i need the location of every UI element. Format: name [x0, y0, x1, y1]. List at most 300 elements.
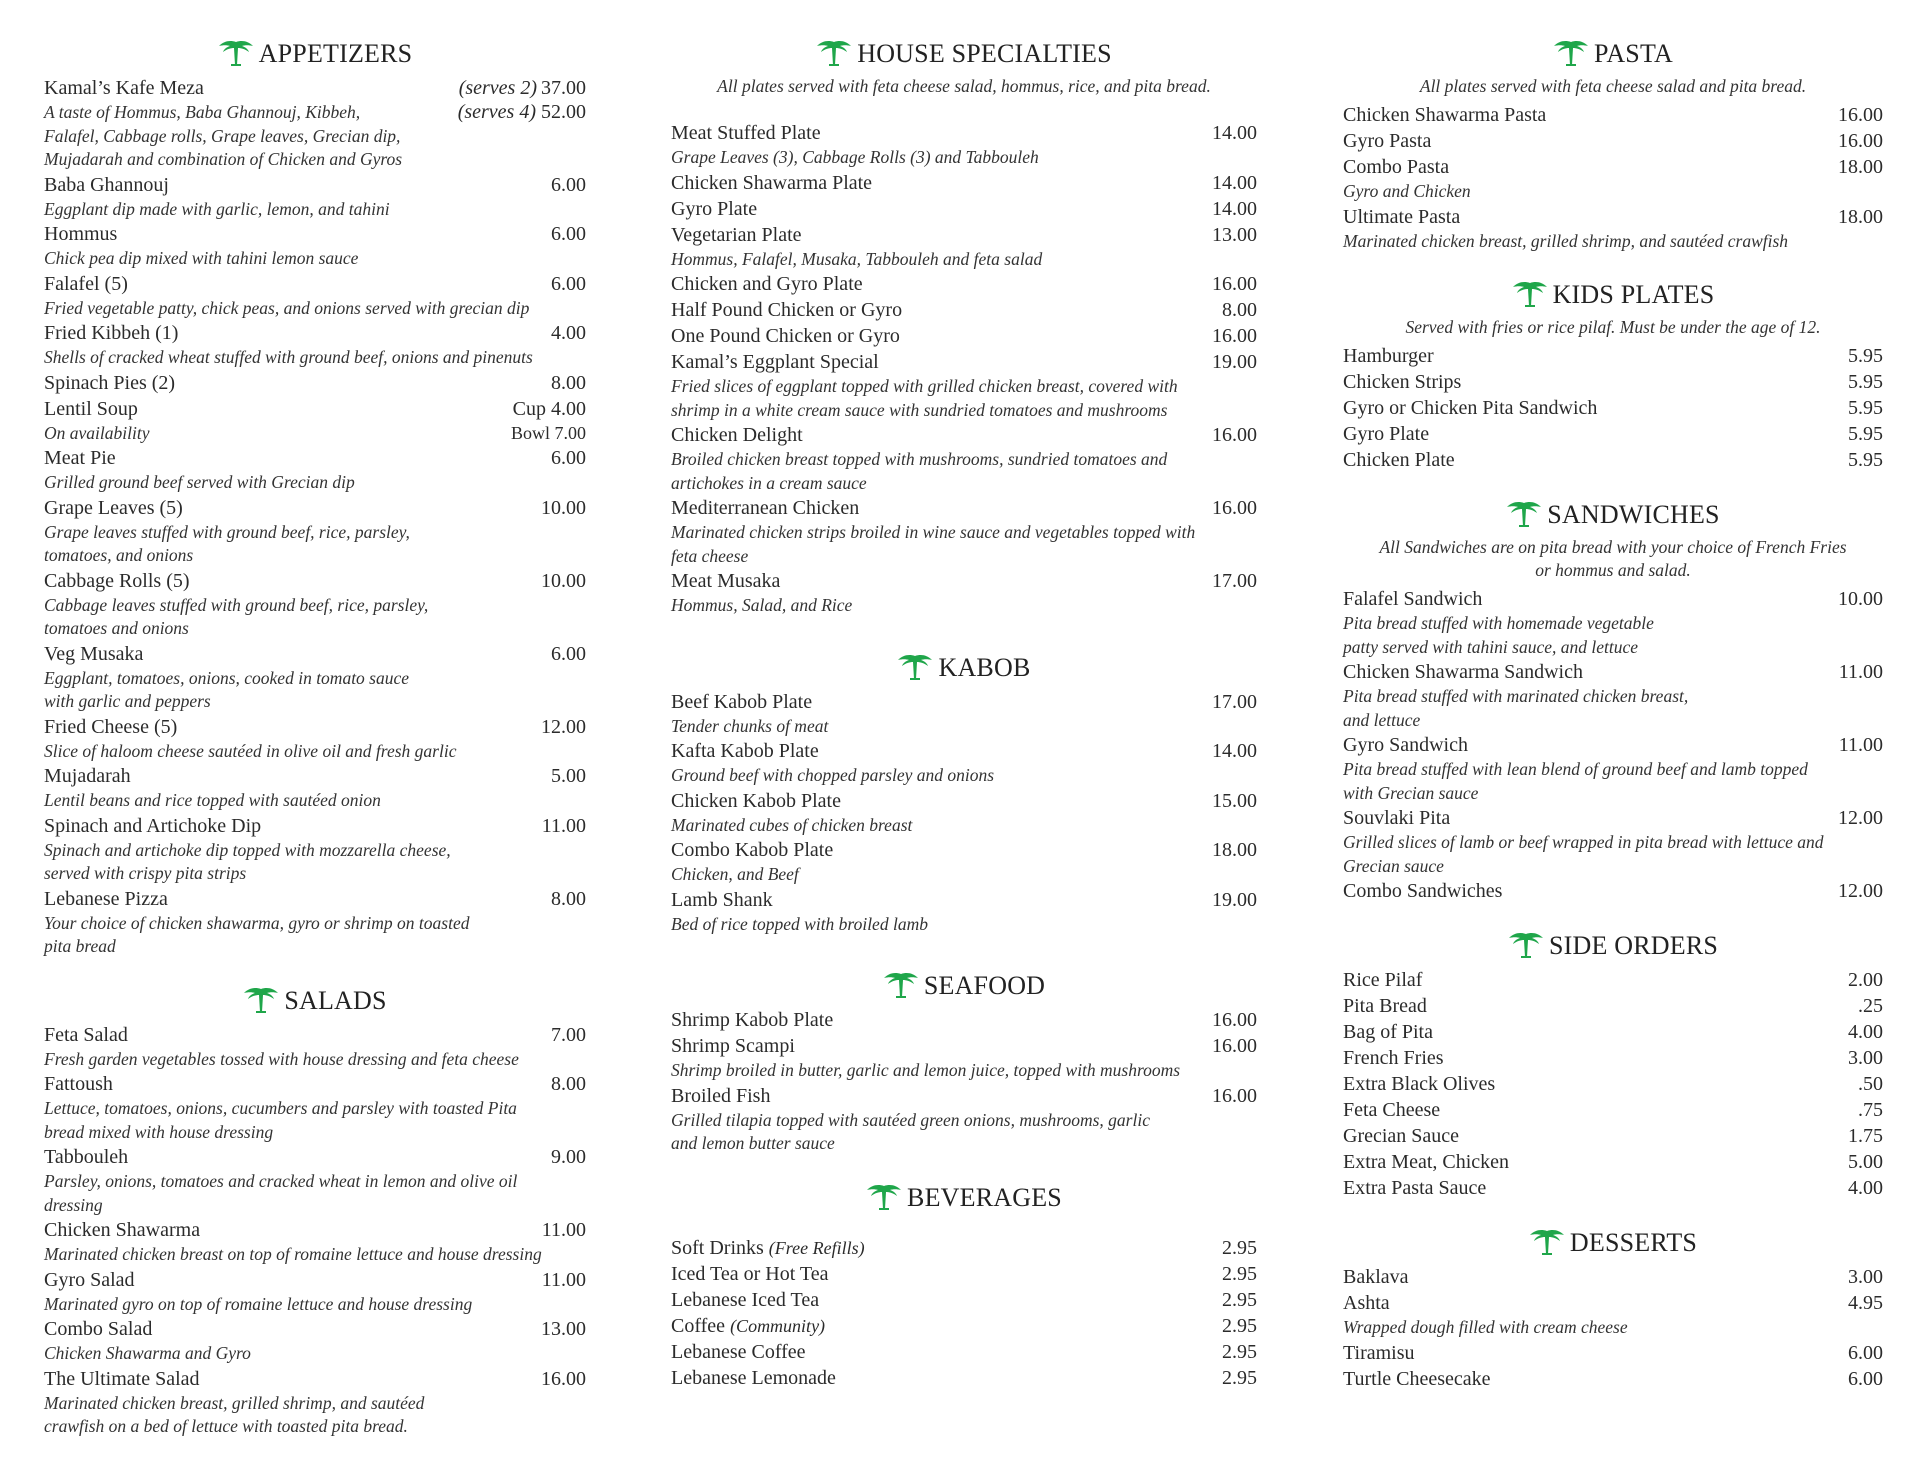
item-price-value: 17.00: [1212, 690, 1257, 713]
menu-item-fattoush: [44, 1071, 586, 1144]
menu-item-row: [44, 75, 586, 101]
menu-item-gyro-plate: [1343, 421, 1883, 447]
item-price-value: 12.00: [541, 715, 586, 738]
item-name: [671, 887, 773, 913]
item-name-text: Kafta Kabob Plate: [671, 740, 819, 762]
section-heading: [1343, 38, 1883, 69]
section-subtitle: All plates served with feta cheese salad, hommus, rice, and pita bread.: [717, 76, 1211, 96]
item-name: [671, 422, 803, 448]
item-description: Marinated chicken breast on top of romaine lettuce and house dressing: [44, 1244, 542, 1264]
menu-section-side-orders: [1343, 930, 1883, 1201]
menu-item-row: [44, 886, 586, 912]
item-price: [1212, 689, 1257, 715]
item-name-text: Feta Cheese: [1343, 1099, 1441, 1121]
palm-tree-icon: [897, 654, 938, 681]
subtitle-line: All Sandwiches are on pita bread with your choice of French Fries: [1379, 537, 1847, 557]
item-description: Fried vegetable patty, chick peas, and onions served with grecian dip: [44, 297, 530, 318]
menu-item-the-ultimate-salad: [44, 1366, 586, 1439]
item-price-value: 6.00: [551, 272, 586, 295]
menu-item-row: [1343, 154, 1883, 180]
item-name-text: Baklava: [1343, 1266, 1409, 1288]
item-price-value: 2.00: [1848, 969, 1883, 991]
section-title: APPETIZERS: [258, 39, 413, 68]
item-price: [1848, 1019, 1883, 1045]
item-price-value: 2.95: [1222, 1236, 1257, 1259]
item-price-value: 2.95: [1222, 1366, 1257, 1389]
item-name: [1343, 586, 1482, 612]
item-name: [671, 196, 757, 222]
item-name: [1343, 1071, 1495, 1097]
section-heading: [1343, 499, 1883, 530]
section-title: SEAFOOD: [923, 971, 1046, 1000]
item-name: [44, 271, 128, 297]
item-price-value: 2.95: [1222, 1340, 1257, 1363]
item-name-text: Souvlaki Pita: [1343, 807, 1451, 829]
item-description: Marinated chicken breast, grilled shrimp, and sautéed crawfish: [1343, 230, 1789, 251]
menu-item-row: [1343, 421, 1883, 447]
menu-item-row: [671, 196, 1257, 222]
menu-item-ultimate-pasta: [1343, 204, 1883, 254]
item-price-value: 5.95: [1848, 345, 1883, 367]
item-description: Spinach and artichoke dip topped with mozzarella cheese,: [44, 839, 451, 860]
item-name: [1343, 1149, 1509, 1175]
item-price-value: 18.00: [1838, 205, 1883, 228]
menu-item-row: [1343, 805, 1883, 831]
menu-item-row: [671, 323, 1257, 349]
item-name: [44, 1022, 128, 1048]
item-name: [44, 320, 178, 346]
item-price-value: 10.00: [1838, 588, 1883, 610]
item-name-text: Combo Salad: [44, 1318, 153, 1340]
menu-item-row: [1343, 1175, 1883, 1201]
menu-item-row: [44, 445, 586, 471]
menu-section-beverages: [671, 1182, 1257, 1391]
menu-item-row: [1343, 586, 1883, 612]
item-name: [1343, 732, 1468, 758]
menu-item-lamb-shank: [671, 887, 1257, 937]
item-description: Grilled tilapia topped with sautéed green onions, mushrooms, garlic: [671, 1109, 1150, 1130]
menu-item-half-pound-chicken-or-gyro: [671, 297, 1257, 323]
menu-item-lebanese-iced-tea: [671, 1287, 1257, 1313]
item-price-value: .75: [1858, 1099, 1883, 1121]
item-price-value: 10.00: [541, 569, 586, 592]
item-name: [44, 1071, 113, 1097]
menu-item-row: [1343, 659, 1883, 685]
item-price-value: 6.00: [551, 642, 586, 665]
item-name-text: Hamburger: [1343, 345, 1434, 367]
item-description: feta cheese: [671, 545, 749, 566]
palm-tree-icon: [866, 1184, 907, 1211]
item-name-text: Bag of Pita: [1343, 1021, 1433, 1043]
menu-item-chicken-and-gyro-plate: [671, 271, 1257, 297]
item-price-value: .25: [1858, 995, 1883, 1017]
item-price: [1838, 204, 1883, 230]
item-name-text: Pita Bread: [1343, 995, 1427, 1017]
item-description: Eggplant dip made with garlic, lemon, and tahini: [44, 198, 390, 219]
item-price-value: 8.00: [551, 371, 586, 394]
item-description: On availability: [44, 422, 150, 443]
section-heading: [44, 985, 586, 1016]
menu-item-row: [671, 495, 1257, 521]
menu-item-pita-bread: [1343, 993, 1883, 1019]
item-description: shrimp in a white cream sauce with sundried tomatoes and mushrooms: [671, 399, 1168, 420]
item-price-value: 12.00: [1838, 807, 1883, 829]
item-name: [671, 222, 802, 248]
menu-section-seafood: [671, 970, 1257, 1156]
menu-item-row: [1343, 395, 1883, 421]
item-description: Marinated gyro on top of romaine lettuce and house dressing: [44, 1293, 473, 1314]
section-title: SIDE ORDERS: [1548, 931, 1719, 960]
item-price: [1212, 422, 1257, 448]
menu-item-row: [671, 568, 1257, 594]
item-name: [671, 297, 902, 323]
item-description: Grecian sauce: [1343, 855, 1444, 876]
menu-item-chicken-kabob-plate: [671, 788, 1257, 838]
item-name: [44, 714, 177, 740]
item-name: [671, 170, 872, 196]
item-price: [542, 1267, 586, 1293]
menu-item-gyro-salad: [44, 1267, 586, 1317]
item-description: Mujadarah and combination of Chicken and Gyros: [44, 149, 403, 169]
item-description: Lentil beans and rice topped with sautéed onion: [44, 790, 381, 810]
menu-item-row: [44, 714, 586, 740]
item-price-value: 2.95: [1222, 1288, 1257, 1311]
item-name: [671, 271, 863, 297]
item-price: [1212, 568, 1257, 594]
item-name-text: Chicken Kabob Plate: [671, 789, 841, 812]
item-name-text: Gyro Plate: [1343, 423, 1430, 445]
item-price-value: 18.00: [1838, 156, 1883, 178]
item-name-text: Broiled Fish: [671, 1084, 771, 1107]
item-price: [1222, 1287, 1257, 1313]
item-name-text: Chicken Plate: [1343, 449, 1455, 471]
item-price: [1838, 102, 1883, 128]
menu-item-row: [671, 1235, 1257, 1261]
palm-tree-icon: [1506, 501, 1547, 528]
item-price-value: 5.00: [551, 765, 586, 787]
item-price: [1212, 837, 1257, 863]
item-name-text: Chicken and Gyro Plate: [671, 273, 863, 295]
menu-item-kafta-kabob-plate: [671, 738, 1257, 788]
palm-tree-icon: [1512, 281, 1553, 308]
menu-item-gyro-sandwich: [1343, 732, 1883, 805]
item-price: [1212, 323, 1257, 349]
item-name-text: Fried Cheese (5): [44, 715, 178, 738]
item-description: Chick pea dip mixed with tahini lemon sauce: [44, 248, 359, 268]
item-price: [1222, 1365, 1257, 1391]
menu-item-row: [671, 689, 1257, 715]
item-price-value: 37.00: [541, 77, 586, 99]
item-name: [44, 75, 204, 101]
item-name: [671, 1339, 806, 1365]
subtitle-line: or hommus and salad.: [1535, 560, 1691, 580]
item-description: Hommus, Falafel, Musaka, Tabbouleh and feta salad: [671, 248, 1043, 269]
menu-item-row: [1343, 732, 1883, 758]
menu-item-row: [44, 1144, 586, 1170]
menu-item-row: [671, 170, 1257, 196]
item-name-text: Chicken Strips: [1343, 371, 1462, 393]
item-price-value: 8.00: [551, 887, 586, 910]
item-price: [1838, 128, 1883, 154]
menu-item-fried-cheese-5: [44, 714, 586, 764]
item-price: [1212, 1033, 1257, 1059]
item-price-value: 19.00: [1212, 888, 1257, 911]
palm-tree-icon: [816, 40, 857, 67]
item-price: [1848, 1045, 1883, 1071]
menu-item-meat-pie: [44, 445, 586, 495]
item-price-value: 3.00: [1848, 1266, 1883, 1288]
item-name: [1343, 993, 1427, 1019]
menu-item-iced-tea-or-hot-tea: [671, 1261, 1257, 1287]
item-name-text: Rice Pilaf: [1343, 969, 1423, 991]
item-price-value: 2.95: [1222, 1262, 1257, 1285]
menu-item-meat-musaka: [671, 568, 1257, 618]
item-name-text: Beef Kabob Plate: [671, 690, 813, 713]
item-name-text: Mujadarah: [44, 765, 131, 787]
menu-item-row: [44, 763, 586, 789]
item-price-value: 4.95: [1848, 1292, 1883, 1314]
item-name: [671, 788, 841, 814]
item-description: with garlic and peppers: [44, 691, 211, 711]
palm-tree-icon: [1508, 932, 1549, 959]
menu-item-combo-salad: [44, 1316, 586, 1366]
menu-item-kamal-s-eggplant-special: [671, 349, 1257, 422]
item-name-text: Coffee: [671, 1314, 726, 1337]
menu-item-hommus: [44, 221, 586, 271]
menu-item-gyro-or-chicken-pita-sandwich: [1343, 395, 1883, 421]
menu-item-row: [671, 297, 1257, 323]
item-price: [1222, 1235, 1257, 1261]
item-name-text: Falafel (5): [44, 272, 128, 295]
item-price: [1838, 878, 1883, 904]
item-name-text: Chicken Shawarma Plate: [671, 171, 873, 194]
item-price-note: (serves 4): [457, 101, 536, 123]
item-name: [44, 1267, 135, 1293]
menu-section-salads: [44, 985, 586, 1439]
item-price-value: 16.00: [1212, 497, 1257, 519]
item-description: Grilled slices of lamb or beef wrapped in pita bread with lettuce and: [1343, 832, 1824, 852]
menu-item-row: [1343, 1045, 1883, 1071]
item-name: [1343, 369, 1461, 395]
menu-item-row: [671, 1287, 1257, 1313]
item-price: [541, 714, 586, 740]
menu-section-appetizers: [44, 38, 586, 959]
section-subtitle: All plates served with feta cheese salad and pita bread.: [1419, 76, 1807, 96]
menu-item-row: [44, 271, 586, 297]
menu-item-souvlaki-pita: [1343, 805, 1883, 878]
menu-section-desserts: [1343, 1227, 1883, 1392]
item-name: [1343, 447, 1455, 473]
item-name-text: Hommus: [44, 223, 118, 245]
item-price-value: .50: [1858, 1073, 1883, 1095]
menu-item-hamburger: [1343, 343, 1883, 369]
section-heading: [671, 38, 1257, 69]
item-price: [1212, 738, 1257, 764]
item-name-text: Combo Sandwiches: [1343, 880, 1503, 902]
menu-item-row: [1343, 1123, 1883, 1149]
item-name: [671, 1033, 795, 1059]
item-price: [1839, 659, 1883, 685]
item-name-text: Mediterranean Chicken: [671, 497, 860, 519]
item-price: [1212, 120, 1257, 146]
item-name-text: Meat Musaka: [671, 570, 781, 592]
item-name-text: Lebanese Iced Tea: [671, 1288, 820, 1311]
item-description: Lettuce, tomatoes, onions, cucumbers and parsley with toasted Pita: [44, 1098, 517, 1118]
item-price: [1212, 222, 1257, 248]
menu-item-chicken-strips: [1343, 369, 1883, 395]
item-name: [671, 1261, 829, 1287]
menu-item-row: [44, 495, 586, 521]
menu-item-row: [44, 172, 586, 198]
item-description: Cabbage leaves stuffed with ground beef, rice, parsley,: [44, 594, 429, 615]
item-price: [551, 1144, 586, 1170]
item-name: [671, 689, 812, 715]
menu-item-tabbouleh: [44, 1144, 586, 1217]
item-description: Parsley, onions, tomatoes and cracked wheat in lemon and olive oil: [44, 1171, 518, 1191]
menu-item-row: [44, 221, 586, 247]
item-name: [671, 1007, 833, 1033]
item-name-text: French Fries: [1343, 1047, 1444, 1069]
menu-item-shrimp-scampi: [671, 1033, 1257, 1083]
section-heading: [1343, 930, 1883, 961]
item-name-text: Gyro or Chicken Pita Sandwich: [1343, 397, 1598, 419]
menu-item-row: [1343, 1097, 1883, 1123]
item-price: [1222, 1261, 1257, 1287]
item-name: [44, 370, 175, 396]
item-name: [671, 1287, 819, 1313]
item-price: [541, 568, 586, 594]
item-price-value: 14.00: [1212, 740, 1257, 762]
item-price-value: 5.95: [1848, 449, 1883, 471]
menu-item-row: [44, 396, 586, 422]
menu-section-pasta: [1343, 38, 1883, 253]
item-description: Chicken, and Beef: [671, 864, 799, 884]
item-description: Bed of rice topped with broiled lamb: [671, 913, 928, 934]
item-price: [1212, 1083, 1257, 1109]
menu-item-row: [44, 1022, 586, 1048]
item-name-text: Gyro Plate: [671, 197, 758, 220]
item-price-value: 11.00: [1838, 661, 1883, 683]
item-price-value: 52.00: [541, 101, 586, 123]
item-price: [1212, 1007, 1257, 1033]
item-price-value: 10.00: [541, 496, 586, 519]
item-price: [1848, 1340, 1883, 1366]
menu-item-meat-stuffed-plate: [671, 120, 1257, 170]
menu-item-row: [671, 120, 1257, 146]
item-name: [1343, 1019, 1433, 1045]
item-price-value: 4.00: [551, 322, 586, 344]
section-title: BEVERAGES: [907, 1182, 1062, 1212]
menu-item-kamal-s-kafe-meza: [44, 75, 586, 172]
item-price: [551, 271, 586, 297]
item-name-text: Ashta: [1343, 1292, 1390, 1314]
item-price-value: 18.00: [1212, 839, 1257, 861]
item-name-text: Soft Drinks: [671, 1236, 764, 1259]
item-price: [459, 75, 586, 101]
item-price-value: Cup 4.00: [512, 397, 586, 420]
menu-item-row: [1343, 128, 1883, 154]
item-description: Slice of haloom cheese sautéed in olive oil and fresh garlic: [44, 740, 457, 761]
item-name: [671, 323, 900, 349]
menu-item-combo-kabob-plate: [671, 837, 1257, 887]
menu-item-fried-kibbeh-1: [44, 320, 586, 370]
menu-item-beef-kabob-plate: [671, 689, 1257, 739]
item-price: [551, 370, 586, 396]
item-price: [541, 495, 586, 521]
item-description: Wrapped dough filled with cream cheese: [1343, 1317, 1628, 1337]
menu-item-row: [1343, 1366, 1883, 1392]
item-price-value: 11.00: [541, 814, 586, 837]
menu-item-chicken-shawarma-plate: [671, 170, 1257, 196]
item-description: Gyro and Chicken: [1343, 181, 1471, 201]
menu-item-chicken-shawarma-pasta: [1343, 102, 1883, 128]
item-description: Falafel, Cabbage rolls, Grape leaves, Grecian dip,: [44, 125, 401, 146]
palm-tree-icon: [1529, 1229, 1570, 1256]
section-heading: [671, 652, 1257, 683]
item-description: pita bread: [44, 936, 116, 956]
menu-item-vegetarian-plate: [671, 222, 1257, 272]
menu-item-row: [1343, 878, 1883, 904]
item-name: [44, 886, 168, 912]
item-name-text: Meat Pie: [44, 447, 116, 469]
item-price-value: 6.00: [551, 223, 586, 245]
item-name: [44, 396, 138, 422]
item-name: [1343, 1045, 1444, 1071]
item-name-text: Kamal’s Eggplant Special: [671, 351, 879, 373]
item-name-text: Turtle Cheesecake: [1343, 1367, 1491, 1390]
item-name: [671, 495, 859, 521]
item-name-text: Fried Kibbeh (1): [44, 322, 179, 344]
item-price: [551, 221, 586, 247]
item-name: [1343, 1340, 1415, 1366]
item-price: [541, 1316, 586, 1342]
item-price-value: 4.00: [1848, 1021, 1883, 1043]
item-name: [44, 641, 143, 667]
item-price-value: 11.00: [541, 1219, 586, 1241]
item-description: dressing: [44, 1194, 103, 1215]
item-description: and lettuce: [1343, 709, 1421, 730]
item-name: [44, 1217, 200, 1243]
menu-item-french-fries: [1343, 1045, 1883, 1071]
menu-item-row: [1343, 1340, 1883, 1366]
item-name: [671, 568, 780, 594]
menu-item-gyro-plate: [671, 196, 1257, 222]
item-price-value: 5.95: [1848, 423, 1883, 445]
menu-item-row: [671, 422, 1257, 448]
menu-item-lebanese-coffee: [671, 1339, 1257, 1365]
menu-item-row: [671, 1083, 1257, 1109]
menu-item-row: [671, 271, 1257, 297]
item-price-note: (serves 2): [458, 77, 537, 99]
item-name: [44, 763, 131, 789]
item-name: [44, 495, 183, 521]
item-price: [1848, 967, 1883, 993]
item-price: [1848, 1123, 1883, 1149]
menu-item-row: [1343, 447, 1883, 473]
menu-item-chicken-plate: [1343, 447, 1883, 473]
item-price: [551, 1071, 586, 1097]
menu-item-row: [671, 887, 1257, 913]
item-description: Pita bread stuffed with marinated chicken breast,: [1343, 686, 1689, 706]
item-description: Pita bread stuffed with homemade vegetable: [1343, 613, 1654, 633]
menu-item-row: [671, 1007, 1257, 1033]
menu-item-row: [1343, 1149, 1883, 1175]
menu-item-grecian-sauce: [1343, 1123, 1883, 1149]
item-name-text: Falafel Sandwich: [1343, 588, 1483, 610]
menu-item-row: [671, 349, 1257, 375]
item-name: [671, 1313, 825, 1339]
item-description: and lemon butter sauce: [671, 1133, 835, 1153]
